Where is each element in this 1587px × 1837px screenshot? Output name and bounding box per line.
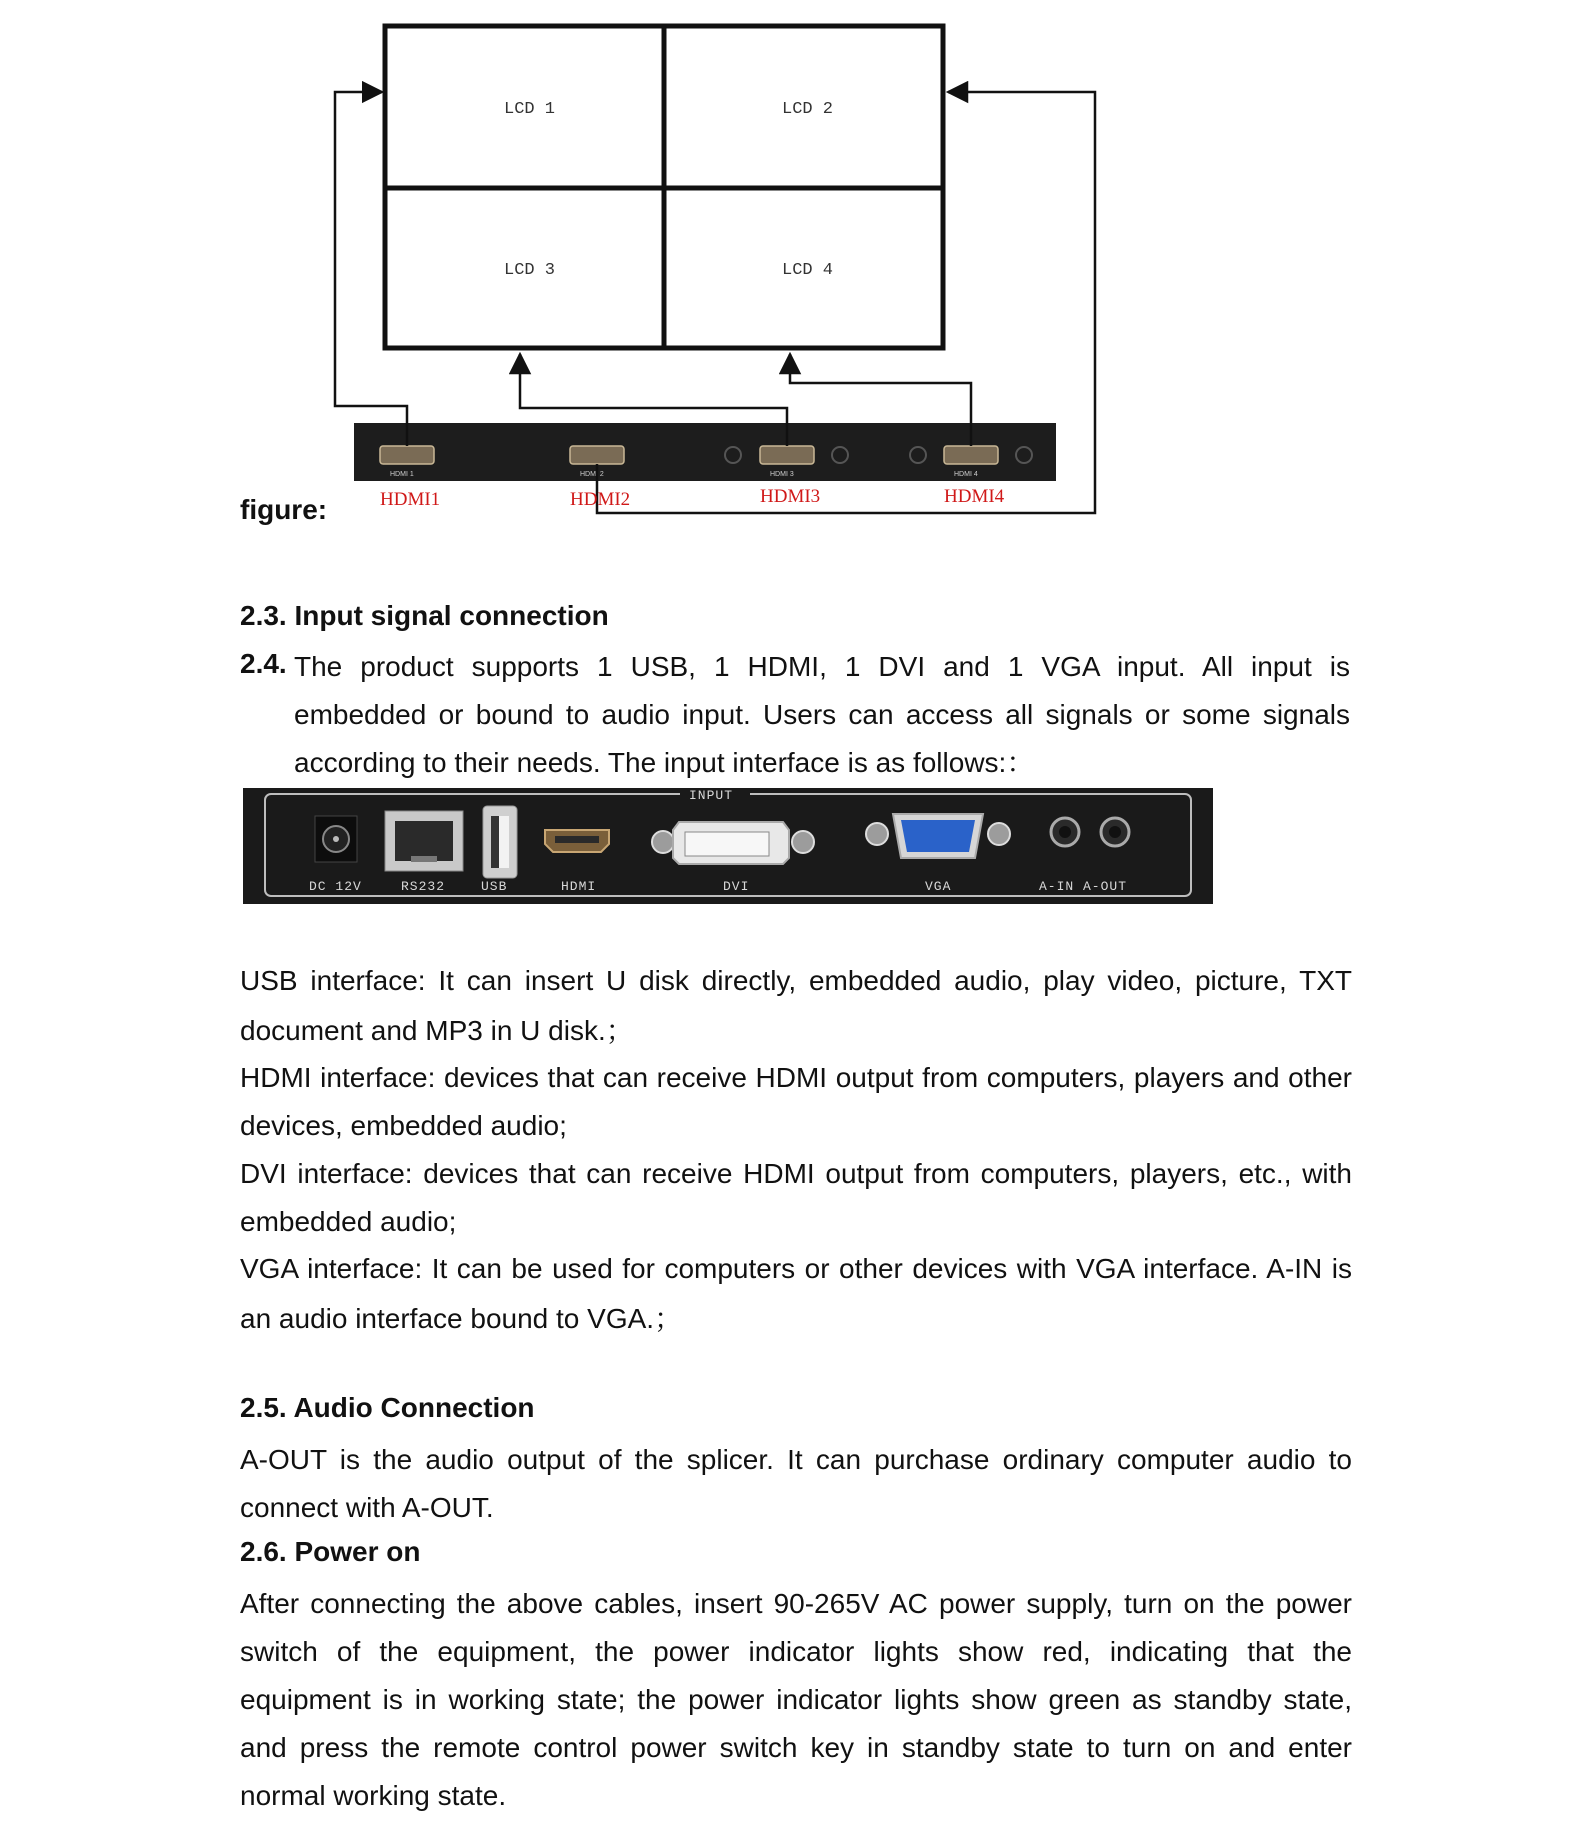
rs232-port xyxy=(385,811,463,871)
lcd-3-label: LCD 3 xyxy=(504,261,556,280)
vga-interface-description: VGA interface: It can be used for computers or other devices with VGA interface. A-IN is an audio interface bound to VGA.； xyxy=(240,1253,1352,1334)
dvi-interface-description: DVI interface: devices that can receive HDMI output from computers, players, etc., with embedded audio; xyxy=(240,1158,1352,1237)
hdmi-label: HDMI xyxy=(561,879,597,894)
usb-port xyxy=(483,806,517,878)
input-panel-photo xyxy=(243,788,1213,904)
section-2-4-line-3: according to their needs. The input interface is as follows:： xyxy=(294,747,1035,778)
hdmi-port-1-tiny-label: HDMI 1 xyxy=(390,471,414,478)
audio-label: A-IN A-OUT xyxy=(1039,879,1128,894)
lcd-grid xyxy=(385,26,943,348)
usb-interface-description: USB interface: It can insert U disk directly, embedded audio, play video, picture, TXT document and MP3 in U disk.； xyxy=(240,965,1352,1046)
hdmi2-label: HDMI2 xyxy=(570,489,631,510)
usb-label: USB xyxy=(481,879,508,894)
hdmi-output-strip xyxy=(354,423,1056,481)
hdmi1-label: HDMI1 xyxy=(380,489,441,510)
section-2-5-heading: 2.5. Audio Connection xyxy=(240,1392,535,1423)
section-2-4-line-1: The product supports 1 USB, 1 HDMI, 1 DVI and 1 VGA input. All input is xyxy=(294,651,1350,682)
section-2-4-number: 2.4. xyxy=(240,648,287,679)
lcd-4-label: LCD 4 xyxy=(782,261,834,280)
section-2-3-heading: 2.3. Input signal connection xyxy=(240,600,609,631)
dc-12v-label: DC 12V xyxy=(309,879,362,894)
vga-label: VGA xyxy=(925,879,952,894)
section-2-6-heading: 2.6. Power on xyxy=(240,1536,421,1567)
lcd-wall-diagram xyxy=(330,18,1130,518)
hdmi3-label: HDMI3 xyxy=(760,486,821,507)
section-2-4-paragraph xyxy=(294,643,1350,787)
figure-caption: figure: xyxy=(240,494,328,525)
section-2-4-line-2: embedded or bound to audio input. Users can access all signals or some signals xyxy=(294,699,1350,730)
section-2-6-paragraph: After connecting the above cables, insert 90-265V AC power supply, turn on the power switch of the equipment, the power indicator lights show red, indicating that the equipment is in working state; the power indicator lights show green as standby state, and press the remote control power switch key in standby state to turn on and enter normal working state. xyxy=(240,1588,1352,1811)
hdmi-port xyxy=(545,830,609,852)
dc-12v-jack xyxy=(315,816,357,862)
hdmi-port-2-tiny-label: HDMI 2 xyxy=(580,471,604,478)
hdmi-port-4-tiny-label: HDMI 4 xyxy=(954,471,978,478)
hdmi-port-3-tiny-label: HDMI 3 xyxy=(770,471,794,478)
rs232-label: RS232 xyxy=(401,879,446,894)
dvi-label: DVI xyxy=(723,879,750,894)
hdmi4-label: HDMI4 xyxy=(944,486,1005,507)
hdmi-interface-description: HDMI interface: devices that can receive HDMI output from computers, players and other devices, embedded audio; xyxy=(240,1062,1352,1141)
section-2-5-paragraph: A-OUT is the audio output of the splicer. It can purchase ordinary computer audio to connect with A-OUT. xyxy=(240,1444,1352,1523)
input-panel-title: INPUT xyxy=(689,788,734,803)
lcd-1-label: LCD 1 xyxy=(504,100,556,119)
lcd-2-label: LCD 2 xyxy=(782,100,834,119)
